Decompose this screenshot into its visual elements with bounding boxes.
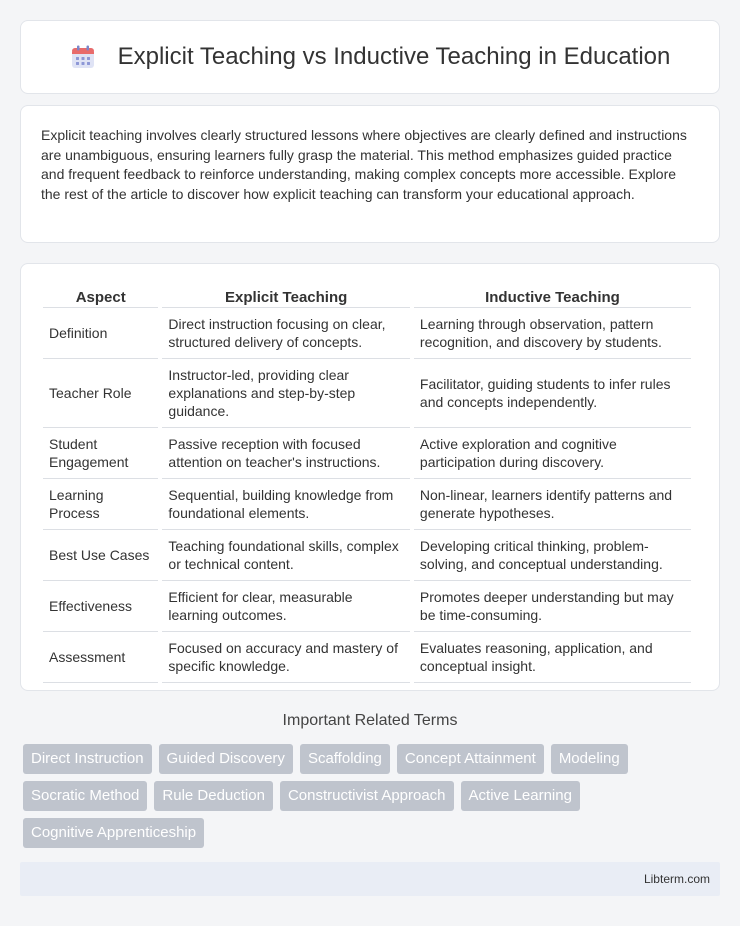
- tag-scaffolding[interactable]: Scaffolding: [300, 744, 390, 774]
- footer: [20, 862, 720, 896]
- cell-aspect: Teacher Role: [43, 359, 158, 428]
- cell-inductive: Facilitator, guiding students to infer rules and concepts independently.: [414, 359, 691, 428]
- header-aspect: Aspect: [43, 286, 158, 308]
- header-inner: [70, 43, 671, 71]
- cell-inductive: Developing critical thinking, problem-solving, and conceptual understanding.: [414, 530, 691, 581]
- related-terms-list: [23, 744, 723, 855]
- cell-explicit: Passive reception with focused attention on teacher's instructions.: [162, 428, 410, 479]
- header-card: [20, 20, 720, 94]
- cell-explicit: Sequential, building knowledge from foundational elements.: [162, 479, 410, 530]
- cell-aspect: Definition: [43, 308, 158, 359]
- related-terms-title: Important Related Terms: [282, 712, 458, 729]
- tag-constructivist-approach[interactable]: Constructivist Approach: [280, 781, 454, 811]
- table-row: [43, 581, 691, 632]
- header-inductive-teaching: Inductive Teaching: [414, 286, 691, 308]
- table-row: [43, 530, 691, 581]
- table-header-row: [43, 286, 691, 308]
- cell-inductive: Promotes deeper understanding but may be time-consuming.: [414, 581, 691, 632]
- comparison-table-card: [20, 263, 720, 691]
- intro-card: [20, 105, 720, 243]
- tag-concept-attainment[interactable]: Concept Attainment: [397, 744, 544, 774]
- tag-guided-discovery[interactable]: Guided Discovery: [159, 744, 293, 774]
- cell-aspect: Assessment: [43, 632, 158, 683]
- table-row: [43, 308, 691, 359]
- comparison-table: [39, 286, 695, 683]
- cell-aspect: Effectiveness: [43, 581, 158, 632]
- tag-active-learning[interactable]: Active Learning: [461, 781, 580, 811]
- cell-aspect: Student Engagement: [43, 428, 158, 479]
- cell-aspect: Learning Process: [43, 479, 158, 530]
- cell-explicit: Focused on accuracy and mastery of specific knowledge.: [162, 632, 410, 683]
- tag-socratic-method[interactable]: Socratic Method: [23, 781, 147, 811]
- tag-cognitive-apprenticeship[interactable]: Cognitive Apprenticeship: [23, 818, 204, 848]
- page-title: Explicit Teaching vs Inductive Teaching in Education: [117, 43, 671, 70]
- tag-direct-instruction[interactable]: Direct Instruction: [23, 744, 152, 774]
- header-explicit-teaching: Explicit Teaching: [162, 286, 410, 308]
- table-row: [43, 428, 691, 479]
- intro-paragraph: Explicit teaching involves clearly structured lessons where objectives are clearly defined and instructions are unambiguous, ensuring learners fully grasp the material. This method emphasizes guided practice and frequent feedback to reinforce understanding, making complex concepts more accessible. Explore the rest of the article to discover how explicit teaching can transform your educational approach.: [41, 127, 687, 202]
- cell-inductive: Non-linear, learners identify patterns and generate hypotheses.: [414, 479, 691, 530]
- cell-explicit: Instructor-led, providing clear explanations and step-by-step guidance.: [162, 359, 410, 428]
- table-row: [43, 479, 691, 530]
- cell-inductive: Learning through observation, pattern recognition, and discovery by students.: [414, 308, 691, 359]
- table-row: [43, 632, 691, 683]
- table-row: [43, 359, 691, 428]
- cell-explicit: Teaching foundational skills, complex or technical content.: [162, 530, 410, 581]
- footer-site-link[interactable]: Libterm.com: [643, 872, 710, 886]
- cell-explicit: Direct instruction focusing on clear, structured delivery of concepts.: [162, 308, 410, 359]
- cell-explicit: Efficient for clear, measurable learning outcomes.: [162, 581, 410, 632]
- calendar-icon: [70, 44, 96, 70]
- tag-rule-deduction[interactable]: Rule Deduction: [154, 781, 273, 811]
- tag-modeling[interactable]: Modeling: [551, 744, 628, 774]
- cell-aspect: Best Use Cases: [43, 530, 158, 581]
- cell-inductive: Evaluates reasoning, application, and conceptual insight.: [414, 632, 691, 683]
- cell-inductive: Active exploration and cognitive participation during discovery.: [414, 428, 691, 479]
